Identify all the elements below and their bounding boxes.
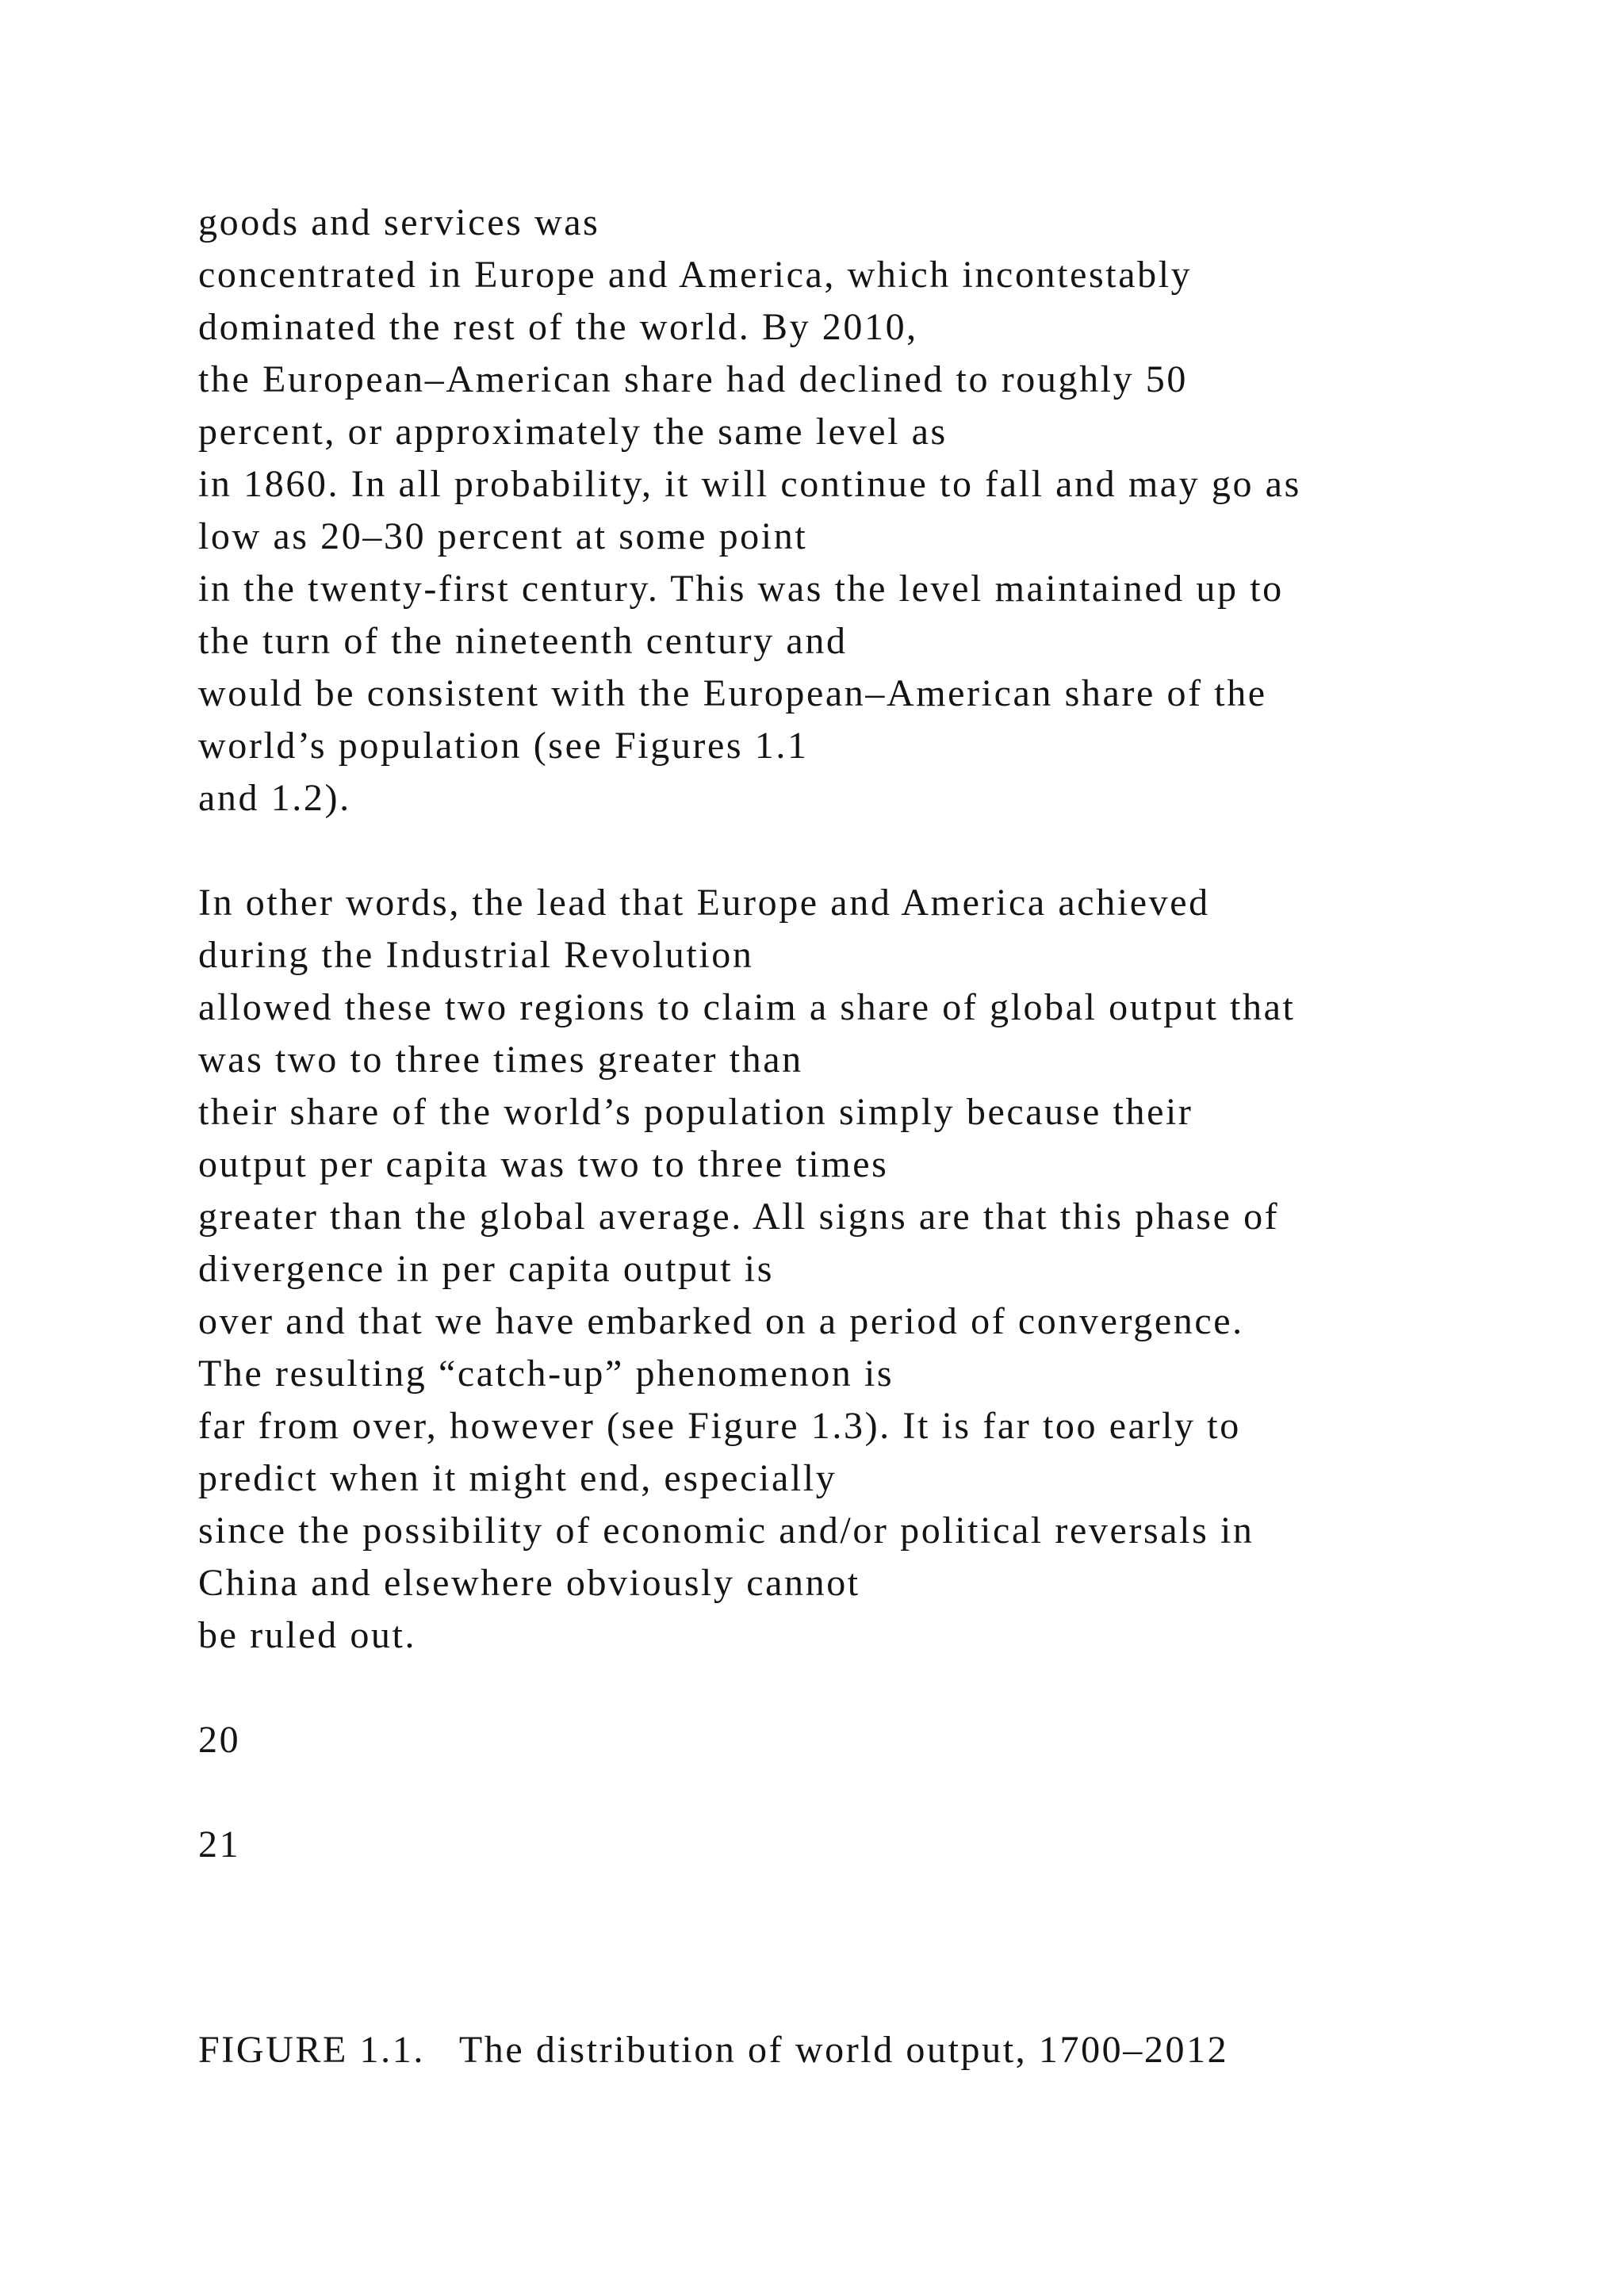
text-line: concentrated in Europe and America, which incontestably bbox=[198, 254, 1193, 296]
page-number-21: 21 bbox=[198, 1823, 241, 1866]
text-line: China and elsewhere obviously cannot bbox=[198, 1562, 860, 1604]
figure-caption: FIGURE 1.1. The distribution of world output, 1700–2012 bbox=[198, 2029, 1229, 2071]
text-line: allowed these two regions to claim a share of global output that bbox=[198, 986, 1296, 1028]
paragraph-spacer bbox=[198, 1766, 1610, 1819]
text-line: In other words, the lead that Europe and America achieved bbox=[198, 882, 1210, 924]
text-line: the turn of the nineteenth century and bbox=[198, 620, 848, 662]
text-line: their share of the world’s population simply because their bbox=[198, 1091, 1193, 1133]
text-line: goods and services was bbox=[198, 201, 600, 243]
text-line: the European–American share had declined to roughly 50 bbox=[198, 358, 1189, 400]
text-line: would be consistent with the European–American share of the bbox=[198, 672, 1267, 714]
text-line: in 1860. In all probability, it will continue to fall and may go as bbox=[198, 463, 1301, 505]
body-text bbox=[198, 197, 1610, 1871]
text-line: since the possibility of economic and/or political reversals in bbox=[198, 1510, 1254, 1552]
text-line: percent, or approximately the same level as bbox=[198, 411, 948, 453]
text-line: low as 20–30 percent at some point bbox=[198, 515, 808, 557]
paragraph-1 bbox=[198, 197, 1610, 825]
paragraph-2 bbox=[198, 877, 1610, 1662]
paragraph-spacer bbox=[198, 825, 1610, 877]
text-line: output per capita was two to three times bbox=[198, 1143, 889, 1185]
paragraph-spacer bbox=[198, 1662, 1610, 1714]
text-line: The resulting “catch-up” phenomenon is bbox=[198, 1353, 894, 1395]
text-line: in the twenty-first century. This was the level maintained up to bbox=[198, 568, 1284, 610]
text-line: world’s population (see Figures 1.1 bbox=[198, 725, 809, 767]
text-line: divergence in per capita output is bbox=[198, 1248, 774, 1290]
text-line: far from over, however (see Figure 1.3). It is far too early to bbox=[198, 1405, 1241, 1447]
text-line: dominated the rest of the world. By 2010, bbox=[198, 306, 918, 348]
text-line: predict when it might end, especially bbox=[198, 1457, 837, 1499]
text-line: over and that we have embarked on a period of convergence. bbox=[198, 1300, 1244, 1342]
page-number-20: 20 bbox=[198, 1719, 241, 1761]
text-line: was two to three times greater than bbox=[198, 1039, 803, 1081]
text-line: during the Industrial Revolution bbox=[198, 934, 754, 976]
text-line: and 1.2). bbox=[198, 777, 351, 819]
text-line: greater than the global average. All signs are that this phase of bbox=[198, 1196, 1280, 1238]
text-line: be ruled out. bbox=[198, 1614, 417, 1656]
